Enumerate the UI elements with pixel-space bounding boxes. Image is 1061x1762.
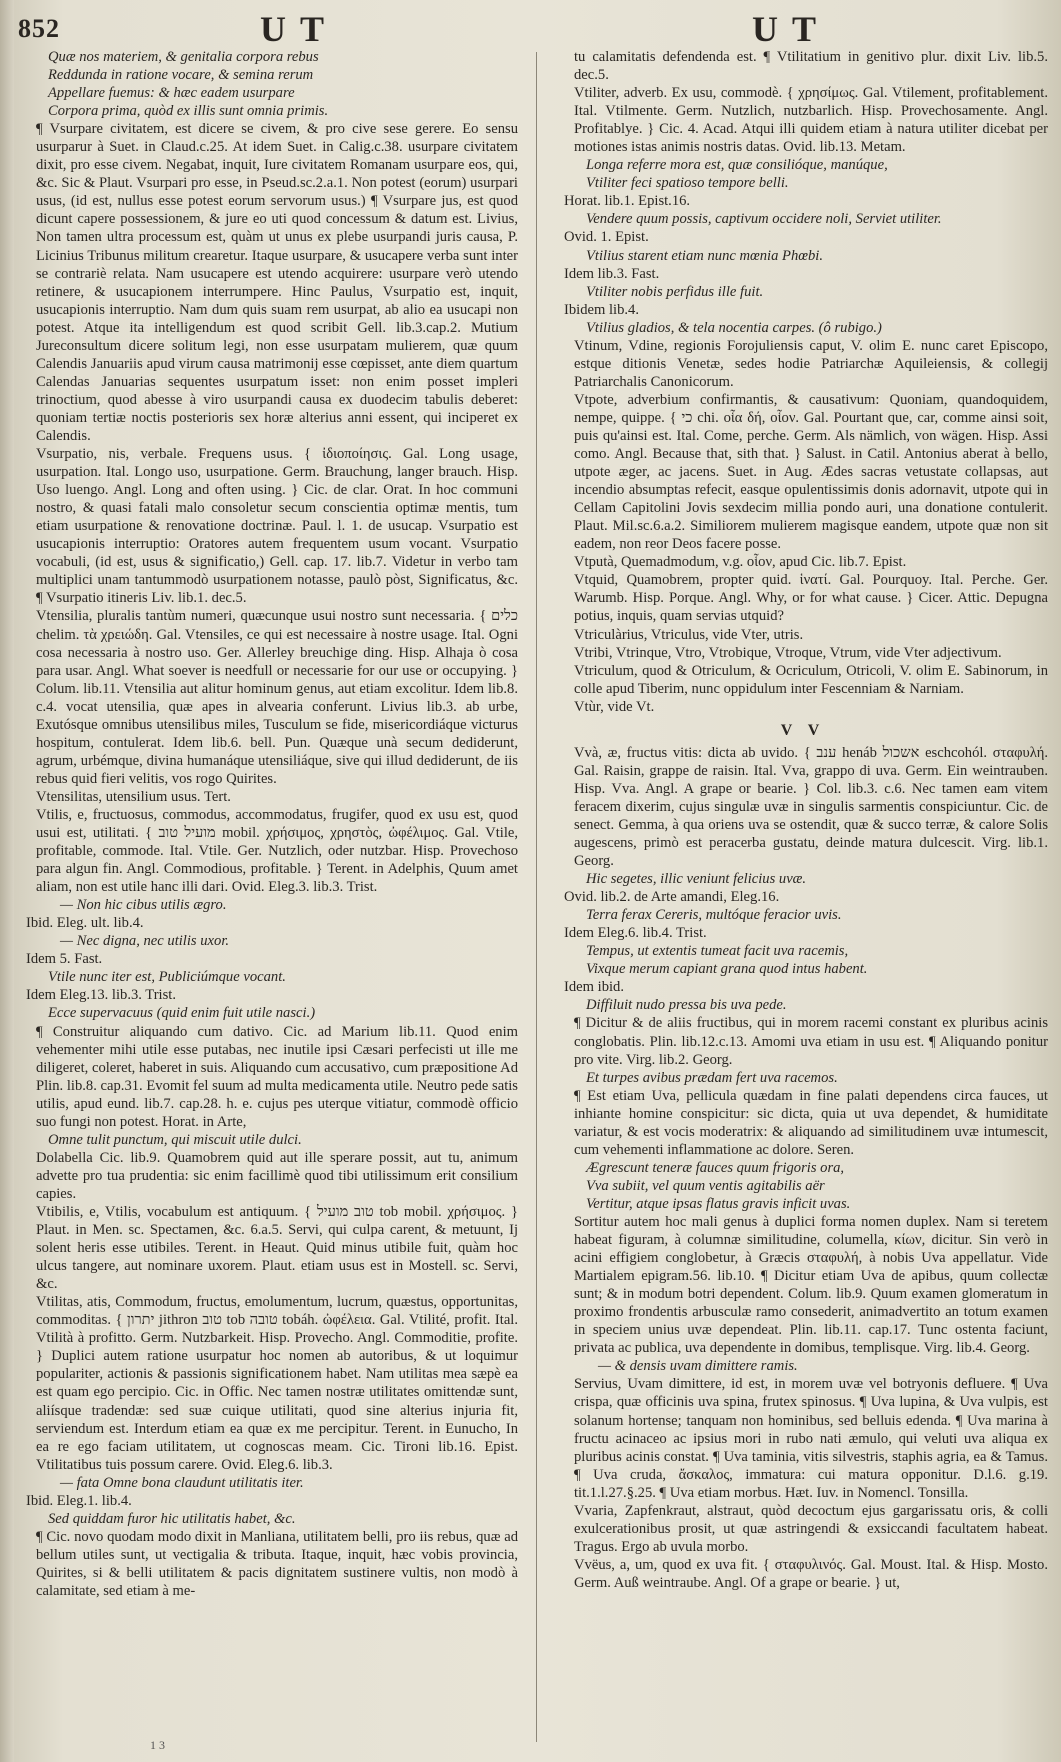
entry-paragraph: Vtinum, Vdine, regionis Forojuliensis caput, V. olim E. nunc caret Episcopo, estque ditionis Venetæ, sedes hodie Patriarchæ Aquileiensis, & collegij Patriarchalis Canonicorum. (574, 337, 1048, 390)
verse-line: Tempus, ut extentis tumeat facit uva racemis, (586, 943, 849, 960)
verse-line: Vtiliter nobis perfidus ille fuit. (586, 283, 764, 300)
entry-paragraph: ¶ Construitur aliquando cum dativo. Cic. ad Marium lib.11. Quod enim vehementer mihi utile esse putabas, nec inutile ipsi Cæsari perfecisti ut ille me diligeret, coleret, haberet in suis. Aliquando cum accusativo, cum præpositione Ad Plin. lib.8. cap.31. Evomit fel suum ad multa medicamenta utile. Neutro pede satis utilis, apud eund. lib.7. cap.28. h. e. cujus pes uterque vitiatur, commodè officio suo fungi non potest. Horat. in Arte, (36, 1023, 518, 1130)
right-column (558, 48, 1048, 1592)
verse-line: Ecce supervacuus (quid enim fuit utile nasci.) (48, 1005, 316, 1022)
entry-paragraph: Vtilis, e, fructuosus, commodus, accommodatus, frugifer, quod ex usu est, quod usui est, utilitati. { מועיל טוב mobil. χρήσιμος, χρηστὸς, ὠφέλιμος. Gal. Vtile, profitable, commode. Ital. Vtile. Ger. Nutzlich, oder nutzbar. Hisp. Provechoso para algun fin. Angl. Commodious, profitable. } Terent. in Adelphis, Quum amet aliam, non est utile hanc illi dari. Ovid. Eleg.3. lib.3. Trist. (36, 806, 519, 896)
entry-paragraph: Dolabella Cic. lib.9. Quamobrem quid aut ille sperare possit, aut tu, animum advette pro tua prudentia: sic enim facillimè quod tibi utilissimum erit consilium capies. (36, 1149, 518, 1202)
left-column (20, 48, 518, 1600)
verse-line: — fata Omne bona claudunt utilitatis iter. (60, 1474, 304, 1491)
verse-line: Vtiliter feci spatioso tempore belli. (586, 175, 789, 192)
entry-paragraph: ¶ Est etiam Uva, pellicula quædam in fine palati dependens circa fauces, ut inhiante homine conspicitur: sic dicta, quia ut uva dependet, & humiditate variatur, & est vocis moderatrix: & aliquando ad similitudinem uvæ intumescit, cum vehementi inflammatione ac dolore. Seren. (574, 1087, 1048, 1158)
entry-paragraph: Vtiliter, adverb. Ex usu, commodè. { χρησίμως. Gal. Vtilement, profitablement. Ital. Vtilmente. Germ. Nutzlich, nutzbarlich. Hisp. Provechosamente. Angl. Profitablye. } Cic. 4. Acad. Atqui illi quidem etiam à natura utiliter dicebat per motiones istas animis nostris datas. Ovid. lib.13. Metam. (574, 85, 1048, 156)
right-running-head: UT (752, 9, 831, 49)
citation: Horat. lib.1. Epist.16. (564, 193, 691, 210)
section-heading: V V (780, 721, 826, 739)
entry-paragraph: ¶ Vsurpare civitatem, est dicere se civem, & pro cive sese gerere. Eo sensu usurparur à Suet. in Claud.c.25. At idem Suet. in Calig.c.38. usurpare civitatem dixit, pro esse civem. Negabat, inquit, Iure civitatem Romanam usurpare eos, qui, &c. Sic & Plaut. Vsurpari pro esse, in Pseud.sc.2.a.1. Non potest (eorum) usurpari usus, (id est, nullus esse potest eorum servorum usus.) ¶ Vsurpare jus, est quod dicunt capere possessionem, & jure eo uti quod concessum & datum est. Livius, Non tamen ultra processum est, quàm ut unus ex plebe usurpandi juris causa, P. Licinius Tribunus militum crearetur. Itaque usurpare, & usucapere verba sunt inter se contrariè relata. Nam usucapere est utendo acquirere: usurpare verò utendo retinere, & usucapionem interrumpere. Hinc Paulus, Vsurpatio est, inquit, usucapionis interruptio. Nam dum quis suam rem usurpat, ab alio ea usucapi non potest. Atque ita intelligendum est quod scribit Gell. lib.3.cap.2. Mutium Jureconsultum dicere solitum legi, non esse usurpatam mulierem, quæ quum Calendis Januariis apud virum causa matrimonij esse cœpisset, ante diem quartum Calendas Januarias sequentes usurpatum isset: non enim posset impleri trinoctium, quod abesse à viro usurpandi causa ex duodecim tabulis deberet: quoniam tertiæ noctis posterioris sex horæ alterius anni essent, qui inciperet ex Calendis. (36, 121, 518, 444)
citation: Ibid. Eleg.1. lib.4. (26, 1492, 132, 1509)
entry-paragraph: Servius, Uvam dimittere, id est, in morem uvæ vel botryonis defluere. ¶ Uva crispa, quæ officinis uva spina, frutex spinosus. ¶ Uva lupina, & Uva vulpis, est solanum hortense; tanquam non hominibus, sed belluis edenda. ¶ Uva marina à fructu acinaceo ac ipsius mori in rubo nati æmulo, qui veluti uva aliqua ex pluribus acinis constat. ¶ Uva taminia, vitis silvestris, staphis agria, ea & Tamus. ¶ Uva cruda, ἄσκαλος, immatura: cui matura opponitur. D.l.6. g.19. tit.1.l.27.§.25. ¶ Uva etiam morbus. Hæt. Iuv. in Nomencl. Tonsilla. (574, 1376, 1048, 1501)
entry-paragraph: Vtriculum, quod & Otriculum, & Ocriculum, Otricoli, V. olim E. Sabinorum, in colle apud Tiberim, nunc oppidulum inter Fescenniam & Narniam. (574, 662, 1048, 697)
entry-paragraph: Vtùr, vide Vt. (574, 698, 655, 715)
verse-line: Vva subiit, vel quum ventis agitabilis aër (586, 1177, 825, 1194)
verse-line: Vtilius gladios, & tela nocentia carpes. (ô rubigo.) (586, 319, 882, 336)
left-running-head: UT (260, 9, 339, 49)
entry-paragraph: Vtensilia, pluralis tantùm numeri, quæcunque usui nostro sunt necessaria. { כלים chelim. τὰ χρειώδη. Gal. Vtensiles, ce qui est necessaire à nostre usage. Ital. Ogni cosa necessaria à nostro uso. Ger. Allerley breuchige ding. Hisp. Alhaja ò cosa para usar. Angl. What soever is needfull or necessarie for our use or occupying. } Colum. lib.11. Vtensilia aut alitur hominum genus, aut etiam excolitur. Idem lib.8. c.4. vocat utensilia, quæ apes in alvearia conferunt. Livius lib.3. ab urbe, Exutósque omnibus utensilibus miles, Tusculum se fide, misericordiáque victurus hospitum, contulerat. Idem lib.6. bell. Pun. Quæque unà secum dediderunt, agrum, urbémque, divina humanáque utensiliáque, sive qui illud dediderunt, de iis rebus quid fieri velitis, vos rogo Quirites. (36, 608, 518, 787)
citation: Idem Eleg.6. lib.4. Trist. (564, 925, 707, 942)
entry-paragraph: Vvà, æ, fructus vitis: dicta ab uvido. { ענב henáb אשכול eschcohól. σταφυλή. Gal. Raisin, grappe de raisin. Ital. Vva, grappo di uva. Germ. Ein weintrauben. Hisp. Vva. Angl. A grape or bearie. } Col. lib.3. c.6. Nec tamen eam vitem feracem dixerim, cujus singulæ uvæ in singulis sarmentis conspiciuntur. Cic. de senect. Gemma, à qua oriens uva se ostendit, quæ & succo terræ, & calore Solis augescens, primò est peracerba gustatu, deinde matura dulcescit. Virg. lib.1. Georg. (574, 744, 1048, 870)
verse-line: — Nec digna, nec utilis uxor. (60, 933, 230, 950)
verse-line: Corpora prima, quòd ex illis sunt omnia primis. (48, 103, 329, 120)
verse-line: Reddunda in ratione vocare, & semina rerum (48, 67, 314, 84)
entry-paragraph: Vtilitas, atis, Commodum, fructus, emolumentum, lucrum, quæstus, opportunitas, commoditas. { יתרון jithron טוב tob טובה tobáh. ὠφέλεια. Gal. Vtilité, profit. Ital. Vtilità à profitto. Germ. Nutzbarkeit. Hisp. Provecho. Angl. Commoditie, profite. } Duplici autem ratione usurpatur hoc nomen ab autoribus, & ut loquimur populariter, actionis & passionis significationem habet. Nam utilitas mea sæpè ea est quam ego percipio. Cic. in Offic. Nec tamen nostræ utilitates omittendæ sunt, aliísque tradendæ: sed suæ cuique utilitati, quod sine alterius injuria fit, serviendum est. Interdum etiam ea quæ ex me percipitur. Terent. in Eunucho, In ea re ego faciam utilitatem, ut cognoscas meam. Cic. Tironi lib.16. Epist. Vtilitatibus tuis possum carere. Ovid. Eleg.6. lib.3. (36, 1294, 519, 1473)
verse-line: Vertitur, atque ipsas flatus gravis inficit uvas. (586, 1195, 851, 1212)
verse-line: Quæ nos materiem, & genitalia corpora rebus (48, 49, 319, 65)
entry-paragraph: Vtriculàrius, Vtriculus, vide Vter, utris. (574, 626, 804, 643)
entry-paragraph: Vtribi, Vtrinque, Vtro, Vtrobique, Vtroque, Vtrum, vide Vter adjectivum. (574, 644, 1002, 661)
verse-line: Vixque merum capiant grana quod intus habent. (586, 961, 868, 978)
entry-paragraph: Sortitur autem hoc mali genus à duplici forma nomen duplex. Nam si teretem habeat figuram, à columnæ similitudine, columella, κίων, dicitur. Sin verò in acini effigiem conglobetur, à Græcis σταφυλή, à nobis Uva appellatur. Vide Martialem epigram.56. lib.10. ¶ Dicitur etiam Uva de apibus, quum collectæ sunt; & in modum botri dependent. Colum. lib.9. Quum examen glomeratum in proximo frondentis arbusculæ ramo consederit, animadvertito an totum examen in speciem unius uvæ dependeat. Plin. lib.11. cap.17. Tunc ostenta faciunt, privata ac publica, uva dependente in domibus, templisque. Virg. lib.4. Georg. (574, 1214, 1048, 1357)
verse-line: — Non hic cibus utilis ægro. (60, 897, 227, 914)
entry-paragraph: Vsurpatio, nis, verbale. Frequens usus. { ἰδιοποίησις. Gal. Long usage, usurpation. Ital. Longo uso, usurpatione. Germ. Brauchung, langer brauch. Hisp. Uso luengo. Angl. Long and often using. } Cic. de clar. Orat. In hoc communi nostro, & quasi fatali malo consoletur secum conscientia optimæ mentis, tum etiam usurpatione & renovatione doctrinæ. Paul. l. 1. de usucap. Vsurpatio est usucapionis interruptio: Oratores autem frequentem usum vocant. Vsurpatio vocabuli, (id est, usus & significatio,) Gell. cap. 17. lib.7. Videtur in verbo tam multiplici unam tantummodò usurpationem notasse, paulò pòst, Significatus, &c. ¶ Vsurpatio itineris Liv. lib.1. dec.5. (36, 446, 518, 607)
verse-line: Terra ferax Cereris, multóque feracior uvis. (586, 907, 842, 924)
entry-paragraph: Vvaria, Zapfenkraut, alstraut, quòd decoctum ejus gargarissatu oris, & colli exulcerationibus prosit, ut quæ astringendi & exsiccandi facultatem habeat. Tragus. Ergo ab uvula morbo. (574, 1502, 1048, 1555)
folio-signature: 1 3 (150, 1738, 165, 1752)
verse-line: Ægrescunt teneræ fauces quum frigoris ora, (586, 1159, 845, 1176)
binding-fold (0, 0, 14, 1762)
entry-paragraph: Vtensilitas, utensilium usus. Tert. (36, 788, 231, 805)
verse-line: — & densis uvam dimittere ramis. (598, 1358, 798, 1375)
verse-line: Sed quiddam furor hic utilitatis habet, &c. (48, 1510, 296, 1527)
verse-line: Hic segetes, illic veniunt felicius uvæ. (586, 871, 807, 888)
citation: Ovid. 1. Epist. (564, 229, 649, 246)
column-rule (536, 52, 537, 1742)
verse-line: Et turpes avibus prædam fert uva racemos. (586, 1069, 838, 1086)
entry-paragraph: Vvëus, a, um, quod ex uva fit. { σταφυλινός. Gal. Moust. Ital. & Hisp. Mosto. Germ. Auß weintraube. Angl. Of a grape or bearie. } ut, (574, 1556, 1048, 1591)
entry-paragraph: Vtpote, adverbium confirmantis, & causativum: Quoniam, quandoquidem, nempe, quippe. { כי chi. οἷα δή, οἷον. Gal. Pourtant que, car, comme ainsi soit, puis qu'ainsi est. Ital. Come, perche. Germ. Als nämlich, von wägen. Hisp. Assi como. Angl. Because that, sith that. } Salust. in Catil. Antonius aberat à bello, utpote æger, ac jacens. Suet. in Aug. Ædes sacras vetustate collapsas, aut incendio absumptas refecit, easque opulentissimis donis adornavit, utpote qui in Cellam Capitolini Jovis sexdecim millia pondo auri, una donatione contulerit. Plaut. Mil.sc.6.a.2. Similiorem mulierem magisque eandem, utpote quæ non sit eadem, non reor Deos facere posse. (574, 391, 1048, 553)
entry-paragraph: Vtputà, Quemadmodum, v.g. οἷον, apud Cic. lib.7. Epist. (574, 554, 907, 571)
verse-line: Vtile nunc iter est, Publiciúmque vocant. (48, 969, 286, 986)
verse-line: Vendere quum possis, captivum occidere noli, Serviet utiliter. (586, 211, 942, 228)
entry-paragraph: ¶ Cic. novo quodam modo dixit in Manliana, utilitatem belli, pro iis rebus, quæ ad bellum utiles sunt, ut vectigalia & tributa. Itaque, inquit, hæc vobis provincia, Quirites, si & belli utilitatem & pacis dignitatem sustinere vultis, non modò à calamitate, sed etiam à me- (36, 1528, 518, 1599)
citation: Idem ibid. (564, 979, 624, 996)
page-number: 852 (18, 14, 60, 43)
citation: Idem Eleg.13. lib.3. Trist. (26, 987, 176, 1004)
citation: Ovid. lib.2. de Arte amandi, Eleg.16. (564, 889, 780, 906)
running-header (0, 8, 1061, 52)
entry-paragraph: Vtibilis, e, Vtilis, vocabulum est antiquum. { טוב מועיל tob mobil. χρήσιμος. } Plaut. in Men. sc. Spectamen, &c. 6.a.5. Servi, qui culpa carent, & metuunt, Ij solent heris esse utibiles. Terent. in Heaut. Quid minus utibile fuit, quàm hoc ulcus tangere, aut nominare uxorem. Plaut. etiam usus est in Mostell. sc. Servi, &c. (36, 1204, 518, 1293)
citation: Idem lib.3. Fast. (564, 265, 660, 282)
verse-line: Diffiluit nudo pressa bis uva pede. (586, 997, 787, 1014)
verse-line: Omne tulit punctum, qui miscuit utile dulci. (48, 1131, 302, 1148)
entry-paragraph: Vtquid, Quamobrem, propter quid. ἱνατί. Gal. Pourquoy. Ital. Perche. Ger. Warumb. Hisp. Porque. Angl. Why, or for what cause. } Cicer. Attic. Depugna potius, inquis, quam servias utquid? (574, 572, 1048, 625)
citation: Ibid. Eleg. ult. lib.4. (26, 915, 144, 932)
citation: Ibidem lib.4. (564, 301, 639, 318)
verse-line: Longa referre mora est, quæ consilióque, manúque, (586, 157, 888, 174)
verse-line: Vtilius starent etiam nunc mœnia Phœbi. (586, 247, 824, 264)
citation: Idem 5. Fast. (26, 951, 103, 968)
entry-paragraph: ¶ Dicitur & de aliis fructibus, qui in morem racemi constant ex pluribus acinis conglobatis. Plin. lib.12.c.13. Amomi uva etiam in usu est. ¶ Aliquando ponitur pro vite. Virg. lib.2. Georg. (574, 1015, 1048, 1068)
entry-paragraph: tu calamitatis defendenda est. ¶ Vtilitatium in genitivo plur. dixit Liv. lib.5. dec.5. (574, 49, 1048, 84)
verse-line: Appellare fuemus: & hæc eadem usurpare (48, 85, 295, 102)
